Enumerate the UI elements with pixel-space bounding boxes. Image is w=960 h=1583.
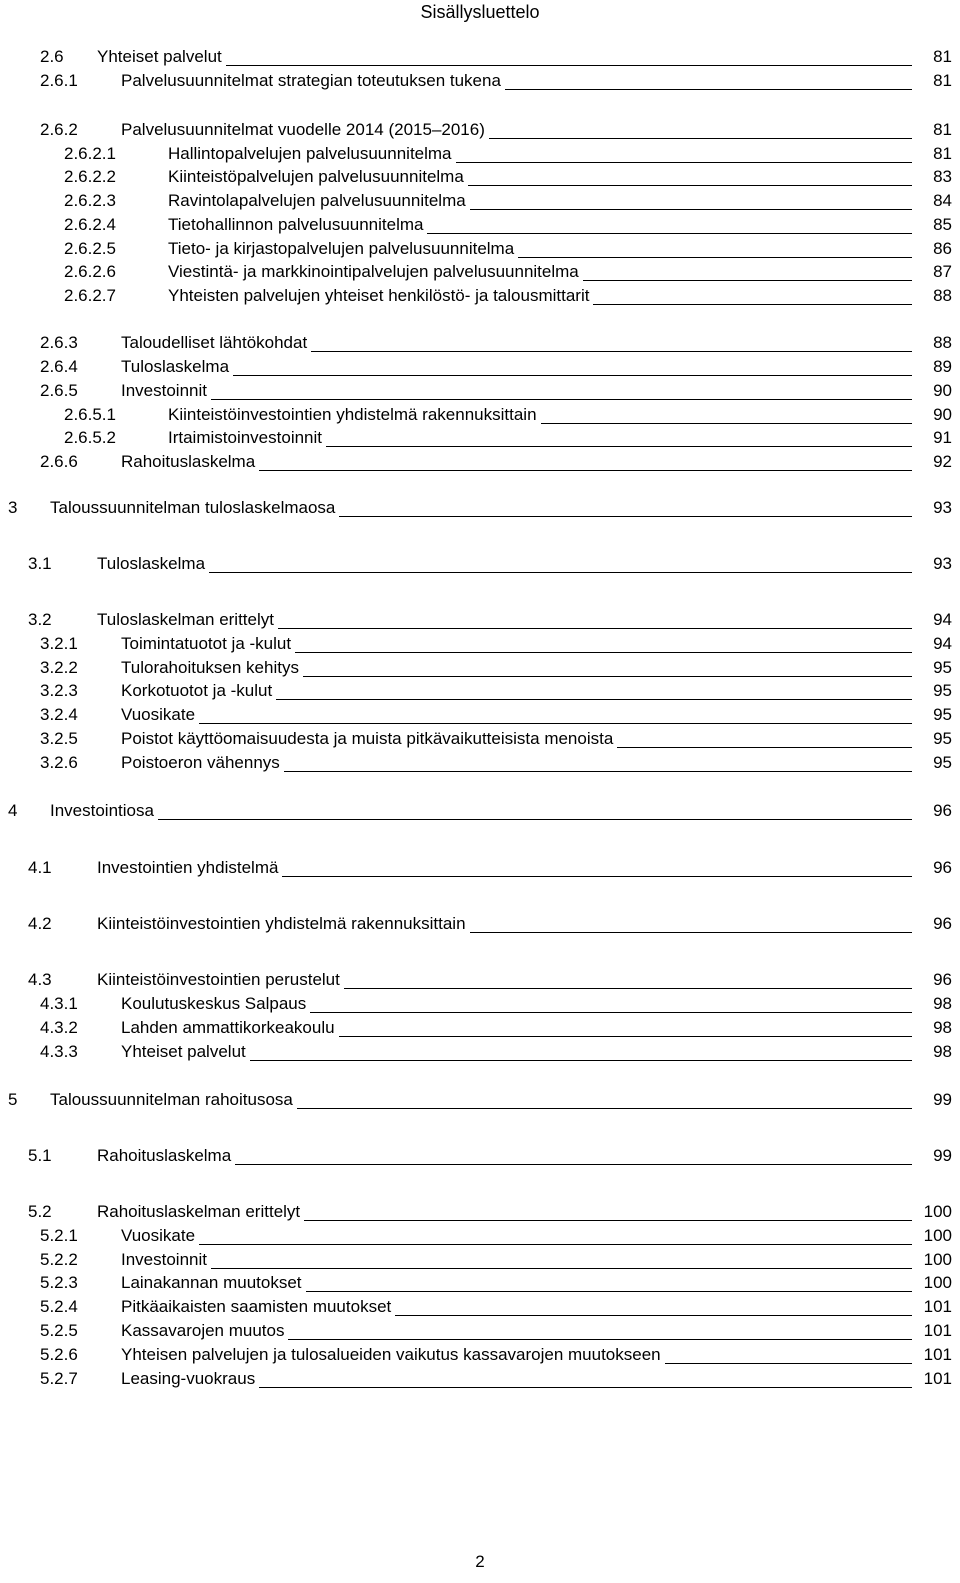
toc-entry-page: 87 (912, 261, 952, 283)
toc-entry-page: 101 (912, 1344, 952, 1366)
toc-entry-title: Taloussuunnitelman rahoitusosa (50, 1089, 297, 1111)
toc-entry-number: 5 (8, 1090, 18, 1109)
toc-entry-page: 83 (912, 166, 952, 188)
toc-entry-page: 99 (912, 1145, 952, 1167)
toc-leader-line (121, 1244, 920, 1245)
toc-entry[interactable] (0, 704, 960, 726)
toc-entry-title: Rahoituslaskelma (97, 1145, 235, 1167)
toc-entry-number: 2.6.4 (40, 357, 78, 376)
toc-entry-page: 95 (912, 704, 952, 726)
toc-entry-number: 2.6.5 (40, 381, 78, 400)
toc-entry[interactable] (0, 1017, 960, 1039)
toc-entry-title: Viestintä- ja markkinointipalvelujen palvelusuunnitelma (168, 261, 583, 283)
toc-entry-page: 93 (912, 553, 952, 575)
toc-entry-title: Kiinteistöpalvelujen palvelusuunnitelma (168, 166, 468, 188)
toc-entry-number: 4.1 (28, 858, 52, 877)
toc-entry[interactable] (0, 427, 960, 449)
toc-entry-number: 2.6.2.6 (64, 262, 116, 281)
toc-entry-page: 88 (912, 285, 952, 307)
toc-entry[interactable] (0, 497, 960, 519)
toc-entry-page: 95 (912, 657, 952, 679)
toc-entry-number: 5.2 (28, 1202, 52, 1221)
toc-entry-title: Palvelusuunnitelmat strategian toteutuksen tukena (121, 70, 505, 92)
toc-entry-page: 89 (912, 356, 952, 378)
toc-entry-title: Taloudelliset lähtökohdat (121, 332, 311, 354)
toc-entry-number: 2.6.3 (40, 333, 78, 352)
toc-entry-number: 5.2.6 (40, 1345, 78, 1364)
toc-entry[interactable] (0, 680, 960, 702)
toc-entry-page: 96 (912, 857, 952, 879)
toc-entry-title: Poistot käyttöomaisuudesta ja muista pitkävaikutteisista menoista (121, 728, 617, 750)
toc-leader-line (121, 375, 920, 376)
toc-leader-line (97, 572, 920, 573)
toc-entry-page: 88 (912, 332, 952, 354)
toc-entry[interactable] (0, 752, 960, 774)
toc-entry-title: Koulutuskeskus Salpaus (121, 993, 310, 1015)
toc-entry[interactable] (0, 1320, 960, 1342)
toc-entry-page: 91 (912, 427, 952, 449)
toc-entry-number: 2.6 (40, 47, 64, 66)
toc-entry-page: 101 (912, 1296, 952, 1318)
toc-entry-page: 92 (912, 451, 952, 473)
toc-entry[interactable] (0, 1368, 960, 1390)
toc-entry-title: Tuloslaskelma (121, 356, 233, 378)
toc-entry-number: 5.2.2 (40, 1250, 78, 1269)
toc-entry-title: Rahoituslaskelman erittelyt (97, 1201, 304, 1223)
toc-entry[interactable] (0, 857, 960, 879)
toc-entry-title: Yhteisen palvelujen ja tulosalueiden vaikutus kassavarojen muutokseen (121, 1344, 665, 1366)
toc-entry-number: 2.6.6 (40, 452, 78, 471)
toc-entry-title: Vuosikate (121, 1225, 199, 1247)
toc-entry-page: 81 (912, 119, 952, 141)
toc-leader-line (121, 1268, 920, 1269)
toc-entry-number: 4.3 (28, 970, 52, 989)
toc-entry[interactable] (0, 238, 960, 260)
toc-entry-title: Lainakannan muutokset (121, 1272, 306, 1294)
toc-entry[interactable] (0, 46, 960, 68)
toc-entry-number: 3.1 (28, 554, 52, 573)
toc-entry-page: 100 (912, 1249, 952, 1271)
toc-entry[interactable] (0, 993, 960, 1015)
toc-entry-title: Taloussuunnitelman tuloslaskelmaosa (50, 497, 339, 519)
toc-entry-title: Tulorahoituksen kehitys (121, 657, 303, 679)
toc-entry[interactable] (0, 969, 960, 991)
toc-entry-page: 101 (912, 1320, 952, 1342)
toc-entry-number: 2.6.5.2 (64, 428, 116, 447)
toc-entry-title: Investoinnit (121, 380, 211, 402)
toc-entry-title: Ravintolapalvelujen palvelusuunnitelma (168, 190, 470, 212)
toc-entry-page: 98 (912, 993, 952, 1015)
toc-entry-title: Palvelusuunnitelmat vuodelle 2014 (2015–2016) (121, 119, 489, 141)
toc-entry-page: 96 (912, 800, 952, 822)
toc-entry-number: 3.2.2 (40, 658, 78, 677)
toc-entry[interactable] (0, 913, 960, 935)
toc-entry-title: Leasing-vuokraus (121, 1368, 259, 1390)
toc-entry-number: 3.2 (28, 610, 52, 629)
toc-entry-number: 5.2.1 (40, 1226, 78, 1245)
toc-entry-page: 100 (912, 1272, 952, 1294)
toc-entry-number: 5.2.5 (40, 1321, 78, 1340)
toc-entry-number: 2.6.2.2 (64, 167, 116, 186)
toc-entry-title: Vuosikate (121, 704, 199, 726)
toc-entry-number: 2.6.2 (40, 120, 78, 139)
toc-entry-page: 84 (912, 190, 952, 212)
toc-entry-number: 2.6.2.3 (64, 191, 116, 210)
toc-entry[interactable] (0, 119, 960, 141)
toc-entry-page: 93 (912, 497, 952, 519)
toc-entry-title: Yhteiset palvelut (97, 46, 226, 68)
toc-entry[interactable] (0, 166, 960, 188)
toc-entry-page: 98 (912, 1017, 952, 1039)
toc-entry[interactable] (0, 553, 960, 575)
toc-entry-number: 5.2.3 (40, 1273, 78, 1292)
toc-entry-page: 100 (912, 1201, 952, 1223)
toc-entry[interactable] (0, 1089, 960, 1111)
toc-entry[interactable] (0, 1344, 960, 1366)
toc-entry-page: 81 (912, 143, 952, 165)
toc-entry[interactable] (0, 190, 960, 212)
toc-entry-title: Yhteisten palvelujen yhteiset henkilöstö- ja talousmittarit (168, 285, 593, 307)
toc-entry-number: 2.6.2.5 (64, 239, 116, 258)
toc-entry-number: 3.2.3 (40, 681, 78, 700)
toc-entry-title: Tieto- ja kirjastopalvelujen palvelusuunnitelma (168, 238, 518, 260)
toc-entry[interactable] (0, 1201, 960, 1223)
toc-entry-number: 2.6.2.4 (64, 215, 116, 234)
toc-entry[interactable] (0, 728, 960, 750)
toc-entry-title: Poistoeron vähennys (121, 752, 284, 774)
toc-entry-title: Investointien yhdistelmä (97, 857, 282, 879)
toc-entry-number: 4.3.1 (40, 994, 78, 1013)
toc-entry-page: 95 (912, 752, 952, 774)
toc-entry[interactable] (0, 1272, 960, 1294)
toc-entry-page: 96 (912, 913, 952, 935)
toc-entry[interactable] (0, 356, 960, 378)
toc-entry[interactable] (0, 1296, 960, 1318)
toc-leader-line (50, 819, 920, 820)
page-title: Sisällysluettelo (420, 2, 540, 22)
toc-entry-title: Hallintopalvelujen palvelusuunnitelma (168, 143, 456, 165)
toc-entry[interactable] (0, 1041, 960, 1063)
toc-entry[interactable] (0, 261, 960, 283)
toc-entry-page: 95 (912, 680, 952, 702)
toc-entry-title: Pitkäaikaisten saamisten muutokset (121, 1296, 395, 1318)
toc-entry-title: Rahoituslaskelma (121, 451, 259, 473)
toc-entry[interactable] (0, 451, 960, 473)
toc-entry-title: Tuloslaskelman erittelyt (97, 609, 278, 631)
toc-entry-title: Kassavarojen muutos (121, 1320, 288, 1342)
toc-entry-page: 94 (912, 609, 952, 631)
toc-entry[interactable] (0, 657, 960, 679)
toc-entry[interactable] (0, 1249, 960, 1271)
toc-leader-line (121, 723, 920, 724)
toc-entry-page: 81 (912, 46, 952, 68)
toc-entry-title: Kiinteistöinvestointien yhdistelmä rakennuksittain (168, 404, 541, 426)
toc-entry-page: 95 (912, 728, 952, 750)
toc-entry-page: 96 (912, 969, 952, 991)
toc-leader-line (121, 399, 920, 400)
toc-entry-title: Yhteiset palvelut (121, 1041, 250, 1063)
toc-entry[interactable] (0, 404, 960, 426)
toc-entry[interactable] (0, 800, 960, 822)
toc-entry-title: Tuloslaskelma (97, 553, 209, 575)
toc-entry[interactable] (0, 380, 960, 402)
page-number: 2 (475, 1552, 485, 1571)
toc-entry-number: 2.6.2.1 (64, 144, 116, 163)
toc-entry-title: Irtaimistoinvestoinnit (168, 427, 326, 449)
toc-entry-number: 4.2 (28, 914, 52, 933)
toc-entry-number: 5.2.4 (40, 1297, 78, 1316)
toc-entry-number: 5.2.7 (40, 1369, 78, 1388)
toc-entry-title: Lahden ammattikorkeakoulu (121, 1017, 339, 1039)
toc-entry-number: 5.1 (28, 1146, 52, 1165)
toc-entry-page: 100 (912, 1225, 952, 1247)
toc-entry-page: 90 (912, 380, 952, 402)
toc-entry[interactable] (0, 633, 960, 655)
toc-entry-page: 98 (912, 1041, 952, 1063)
toc-entry-title: Tietohallinnon palvelusuunnitelma (168, 214, 427, 236)
toc-entry-number: 2.6.5.1 (64, 405, 116, 424)
toc-entry-page: 101 (912, 1368, 952, 1390)
toc-entry-number: 3 (8, 498, 18, 517)
toc-entry-number: 3.2.6 (40, 753, 78, 772)
toc-entry[interactable] (0, 214, 960, 236)
toc-entry-title: Korkotuotot ja -kulut (121, 680, 276, 702)
toc-entry[interactable] (0, 332, 960, 354)
toc-entry-number: 2.6.2.7 (64, 286, 116, 305)
toc-entry-title: Kiinteistöinvestointien perustelut (97, 969, 344, 991)
toc-entry-page: 85 (912, 214, 952, 236)
toc-entry-number: 3.2.5 (40, 729, 78, 748)
toc-entry-title: Investointiosa (50, 800, 158, 822)
toc-entry-number: 4 (8, 801, 18, 820)
toc-entry-number: 2.6.1 (40, 71, 78, 90)
toc-entry[interactable] (0, 285, 960, 307)
toc-entry-page: 86 (912, 238, 952, 260)
toc-entry-page: 81 (912, 70, 952, 92)
toc-entry-number: 3.2.4 (40, 705, 78, 724)
toc-entry-number: 4.3.2 (40, 1018, 78, 1037)
toc-entry[interactable] (0, 143, 960, 165)
toc-entry[interactable] (0, 70, 960, 92)
toc-entry-page: 90 (912, 404, 952, 426)
toc-entry-title: Toimintatuotot ja -kulut (121, 633, 295, 655)
toc-entry-title: Investoinnit (121, 1249, 211, 1271)
toc-entry-number: 4.3.3 (40, 1042, 78, 1061)
toc-entry[interactable] (0, 1225, 960, 1247)
toc-entry[interactable] (0, 1145, 960, 1167)
toc-entry[interactable] (0, 609, 960, 631)
toc-entry-page: 99 (912, 1089, 952, 1111)
toc-entry-number: 3.2.1 (40, 634, 78, 653)
toc-entry-title: Kiinteistöinvestointien yhdistelmä rakennuksittain (97, 913, 470, 935)
toc-entry-page: 94 (912, 633, 952, 655)
